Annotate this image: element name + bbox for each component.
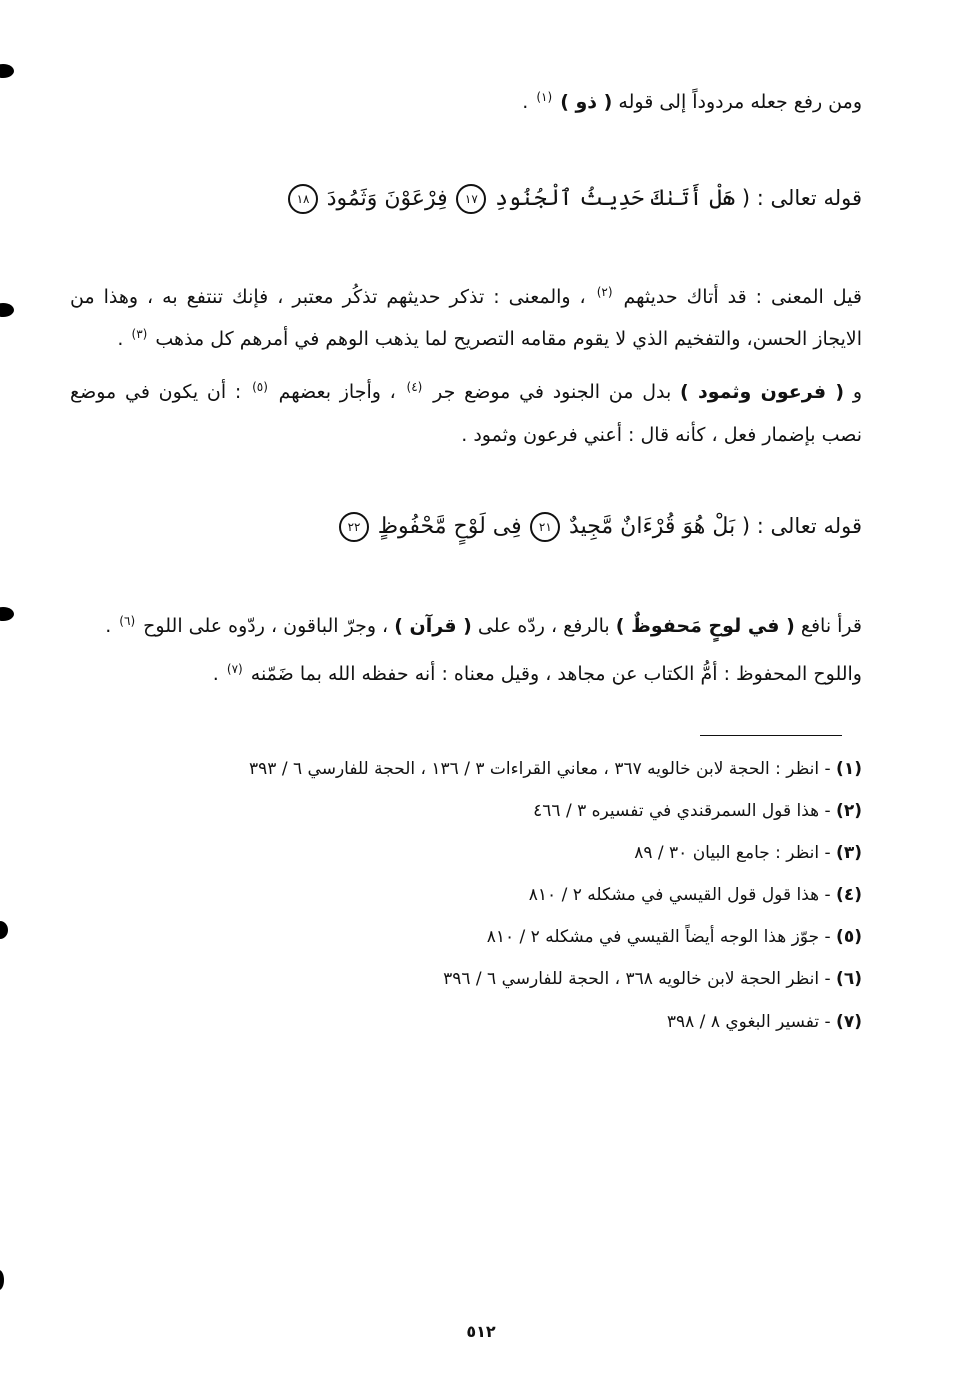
body-text: بدل من الجنود في موضع جر [433, 381, 672, 403]
footnote-number: (٥) [836, 927, 862, 947]
quran-verse-text: بَلْ هُوَ قُرْءَانٌ مَّجِيدٌ [569, 514, 736, 539]
footnote [667, 1009, 862, 1035]
ayah-number-marker: ١٧ [456, 184, 486, 214]
body-text: و [852, 381, 862, 403]
body-line-4 [117, 325, 862, 353]
body-text: ، وأجاز بعضهم [278, 381, 396, 403]
footnote [634, 840, 862, 866]
body-line-3 [70, 283, 862, 311]
footnote-ref: (١) [536, 89, 553, 104]
footnote-ref: (٥) [252, 379, 268, 394]
quran-verse-text: فِرْعَوْنَ وَثَمُودَ [326, 186, 448, 211]
body-line-6 [461, 421, 862, 449]
body-text: . [105, 615, 112, 637]
footnote-separator [700, 735, 842, 736]
footnote-ref: (٧) [226, 661, 243, 676]
body-line-8 [105, 612, 862, 640]
bold-term: ( ذو ) [560, 91, 613, 113]
verse-intro: قوله تعالى : ( [741, 186, 862, 210]
ayah-number-marker: ١٨ [288, 184, 318, 214]
body-text: واللوح المحفوظ : أمُّ الكتاب عن مجاهد ، وقيل معناه : أنه حفظه الله بما ضَمّنه [250, 663, 862, 685]
page-number: ٥١٢ [466, 1322, 496, 1341]
footnote-text: - انظر : جامع البيان ٣٠ / ٨٩ [634, 843, 831, 863]
footnote-number: (١) [836, 759, 862, 779]
quran-verse-text: هَلْ أَتَىٰكَ حَدِيثُ ٱلْجُنُودِ [495, 186, 736, 211]
footnote-text: - هذا قول السمرقندي في تفسيره ٣ / ٤٦٦ [533, 801, 831, 821]
footnote-number: (٧) [836, 1012, 862, 1032]
binding-hole-mark [0, 921, 8, 939]
footnote [443, 966, 862, 992]
body-text: . [522, 91, 529, 113]
body-line-5 [70, 378, 862, 406]
body-line-1 [522, 88, 862, 116]
body-text: : أن يكون في موضع [70, 381, 242, 403]
footnote-text: - انظر : الحجة لابن خالويه ٣٦٧ ، معاني القراءات ٣ / ١٣٦ ، الحجة للفارسي ٦ / ٣٩٣ [249, 759, 831, 779]
binding-hole-mark [0, 1270, 4, 1290]
body-line-9 [213, 660, 862, 688]
footnote-number: (٣) [836, 843, 862, 863]
footnote-text: - انظر الحجة لابن خالويه ٣٦٨ ، الحجة للفارسي ٦ / ٣٩٦ [443, 969, 831, 989]
footnote-text: - هذا قول قول القيسي في مشكله ٢ / ٨١٠ [528, 885, 831, 905]
footnote-ref: (٣) [131, 326, 148, 341]
binding-hole-mark [0, 607, 14, 621]
verse-intro: قوله تعالى : ( [741, 514, 862, 538]
footnote [487, 924, 862, 950]
bold-term: ( في لوحٍ مَحفوظٌ ) [615, 615, 795, 637]
footnote-text: - جوّز هذا الوجه أيضاً القيسي في مشكله ٢ / ٨١٠ [486, 927, 831, 947]
quran-verse-text: فِى لَوْحٍ مَّحْفُوظٍ [377, 514, 522, 539]
bold-term: ( فرعون وثمود ) [680, 381, 845, 403]
verse-line-2 [337, 508, 862, 545]
footnote-ref: (٦) [119, 613, 136, 628]
binding-hole-mark [0, 64, 14, 78]
ayah-number-marker: ٢١ [530, 512, 560, 542]
body-text: . [117, 328, 124, 350]
body-text: ، والمعنى : تذكر حديثهم تذكُر معتبر ، فإنك تنتفع به ، وهذا من [70, 286, 586, 308]
body-text: بالرفع ، ردّه على [477, 615, 610, 637]
footnote [249, 756, 862, 782]
body-text: قرأ نافع [800, 615, 862, 637]
body-text: نصب بإضمار فعل ، كأنه قال : أعني فرعون وثمود . [461, 424, 862, 446]
body-text: ، وجرّ الباقون ، ردّوه على اللوح [143, 615, 389, 637]
footnote [533, 798, 862, 824]
footnote-number: (٢) [836, 801, 862, 821]
body-text: . [212, 663, 219, 685]
footnote-text: - تفسير البغوي ٨ / ٣٩٨ [666, 1012, 831, 1032]
bold-term: ( قرآن ) [394, 615, 472, 637]
body-text: الايجاز الحسن، والتفخيم الذي لا يقوم مقامه التصريح لما يذهب الوهم في أمرهم كل مذهب [155, 328, 862, 350]
body-text: قيل المعنى : قد أتاك حديثهم [623, 286, 862, 308]
footnote-ref: (٢) [596, 284, 613, 299]
ayah-number-marker: ٢٢ [339, 512, 369, 542]
verse-line-1 [286, 180, 862, 217]
footnote-number: (٦) [836, 969, 862, 989]
binding-hole-mark [0, 303, 14, 317]
footnote [529, 882, 862, 908]
footnote-ref: (٤) [406, 379, 423, 394]
body-text: ومن رفع جعله مردوداً إلى قوله [618, 91, 862, 113]
footnote-number: (٤) [836, 885, 862, 905]
